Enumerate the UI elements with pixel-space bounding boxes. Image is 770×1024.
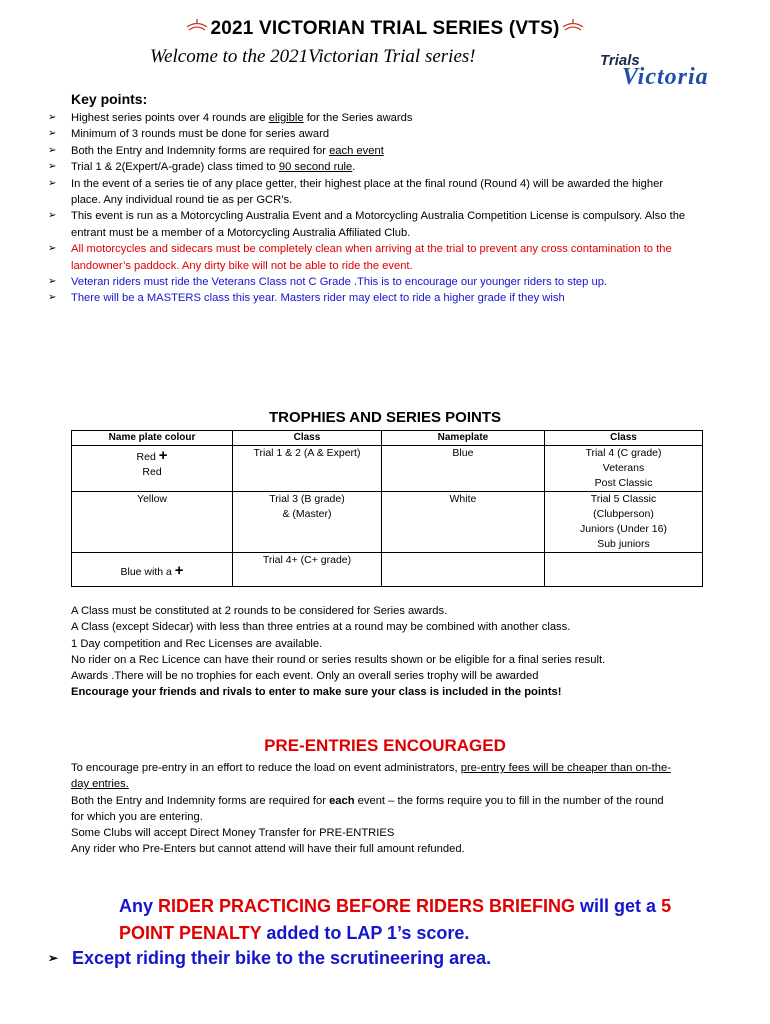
cell-line: Sub juniors [597, 538, 650, 550]
bullet-arrow-icon: ➢ [48, 177, 57, 189]
column-header: Name plate colour [72, 431, 233, 446]
cell-line: (Clubperson) [593, 508, 654, 520]
column-header: Class [233, 431, 382, 446]
key-points-heading: Key points: [71, 91, 148, 107]
key-point-item: ➢ Veteran riders must ride the Veterans Class not C Grade .This is to encourage our younger riders to step up. [48, 274, 688, 290]
trophies-table [71, 430, 703, 587]
plus-icon: + [174, 562, 184, 579]
key-point-item: ➢ In the event of a series tie of any place getter, their highest place at the final round (Round 4) will be awarded the higher place. Any individual round tie as per GCR’s. [48, 177, 664, 207]
bullet-arrow-icon: ➢ [48, 112, 57, 123]
cell-line: Red [142, 466, 162, 478]
trials-victoria-logo: Trials Victoria [600, 52, 709, 90]
cell-line: Juniors (Under 16) [580, 523, 667, 535]
cell-line: Trial 3 (B grade) [269, 493, 345, 505]
pre-entries-heading: PRE-ENTRIES ENCOURAGED [264, 736, 506, 755]
penalty-exception: ➢ Except riding their bike to the scrutineering area. [48, 948, 492, 968]
column-header: Class [544, 431, 702, 446]
key-point-item: ➢ This event is run as a Motorcycling Australia Event and a Motorcycling Australia Competition License is compulsory. Also the entrant must be a member of a Motorcycling Australia Affiliated Club. [48, 210, 686, 239]
cell-line: Yellow [137, 493, 168, 505]
note-line: Awards .There will be no trophies for each event. Only an overall series trophy will be awarded [71, 670, 539, 683]
table-cell [544, 553, 702, 587]
cell-line: & (Master) [282, 508, 332, 520]
bullet-arrow-icon: ➢ [48, 144, 57, 156]
table-cell [381, 553, 544, 587]
table-cell [233, 492, 382, 553]
series-notes [71, 603, 671, 701]
cell-line: Trial 4+ (C+ grade) [262, 554, 352, 566]
pre-entries-body [71, 760, 671, 858]
table-row [72, 492, 703, 553]
note-line: 1 Day competition and Rec Licenses are available. [71, 637, 323, 650]
cell-line: White [449, 493, 477, 505]
note-line: A Class (except Sidecar) with less than three entries at a round may be combined with another class. [71, 621, 571, 634]
table-cell [381, 492, 544, 553]
key-point-item: ➢ Minimum of 3 rounds must be done for series award [48, 126, 688, 142]
note-line: A Class must be constituted at 2 rounds to be considered for Series awards. [71, 605, 448, 617]
table-cell [72, 446, 233, 492]
table-row [72, 446, 703, 492]
bullet-arrow-icon: ➢ [48, 210, 57, 222]
bullet-arrow-icon: ➢ [48, 951, 59, 965]
bullet-arrow-icon: ➢ [48, 161, 57, 173]
cell-line: Trial 1 & 2 (A & Expert) [253, 447, 361, 459]
key-point-item: ➢ Trial 1 & 2(Expert/A-grade) class timed to 90 second rule. [48, 159, 688, 175]
bullet-arrow-icon: ➢ [48, 292, 57, 304]
cell-line: Red + [136, 447, 168, 464]
cell-line: Trial 4 (C grade) [585, 447, 662, 459]
key-point-item: ➢ There will be a MASTERS class this year. Masters rider may elect to ride a higher grade if they wish [48, 290, 688, 306]
cell-line: Trial 5 Classic [590, 493, 657, 505]
bullet-arrow-icon: ➢ [48, 128, 57, 140]
note-line: No rider on a Rec Licence can have their round or series results shown or be eligible for a final series result. [71, 653, 606, 666]
penalty-notice: Any RIDER PRACTICING BEFORE RIDERS BRIEFING will get a 5 POINT PENALTY added to LAP 1’s score. [119, 896, 672, 943]
column-header: Nameplate [381, 431, 544, 446]
key-point-item: ➢ All motorcycles and sidecars must be completely clean when arriving at the trial to prevent any cross contamination to the landowner’s paddock. Any dirty bike will not be able to ride the event. [48, 243, 672, 272]
cell-line: Blue [452, 447, 474, 459]
table-cell [544, 446, 702, 492]
table-cell [233, 553, 382, 587]
table-cell [381, 446, 544, 492]
ornament-right-icon [562, 18, 584, 37]
note-line-bold: Encourage your friends and rivals to enter to make sure your class is included in the points! [71, 686, 562, 699]
bullet-arrow-icon: ➢ [48, 243, 57, 255]
pre-entry-paragraph: Any rider who Pre-Enters but cannot attend will have their full amount refunded. [71, 843, 465, 856]
trophies-heading: TROPHIES AND SERIES POINTS [269, 409, 501, 426]
pre-entry-paragraph: To encourage pre-entry in an effort to reduce the load on event administrators, pre-entry fees will be cheaper than on-the-day entries. [71, 762, 671, 791]
welcome-subtitle: Welcome to the 2021Victorian Trial series! [150, 46, 476, 67]
bullet-arrow-icon: ➢ [48, 276, 57, 288]
title-text: 2021 VICTORIAN TRIAL SERIES (VTS) [210, 18, 560, 39]
table-cell [72, 553, 233, 587]
cell-line: Veterans [602, 462, 645, 474]
table-cell [72, 492, 233, 553]
table-header-row [72, 431, 703, 446]
key-point-item: ➢ Highest series points over 4 rounds are eligible for the Series awards [48, 110, 688, 126]
table-cell [544, 492, 702, 553]
pre-entry-paragraph: Some Clubs will accept Direct Money Transfer for PRE-ENTRIES [71, 827, 395, 840]
key-points-list [48, 110, 688, 307]
document-title [0, 18, 770, 40]
table-row [72, 553, 703, 587]
table-cell [233, 446, 382, 492]
plus-icon: + [158, 447, 168, 464]
cell-line: Blue with a + [120, 562, 184, 579]
pre-entry-paragraph: Both the Entry and Indemnity forms are required for each event – the forms require you to fill in the number of the round for which you are entering. [71, 794, 664, 823]
key-point-item: ➢ Both the Entry and Indemnity forms are required for each event [48, 143, 688, 159]
cell-line: Post Classic [594, 477, 653, 489]
ornament-left-icon [186, 18, 208, 37]
